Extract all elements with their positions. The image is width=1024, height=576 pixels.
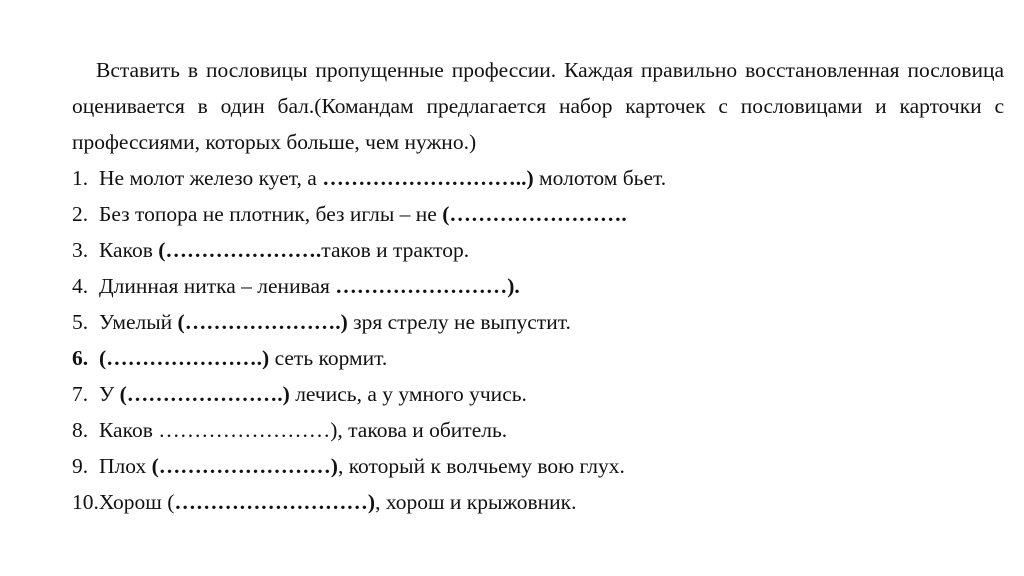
instructions-paragraph: Вставить в пословицы пропущенные профессии. Каждая правильно восстановленная пословица оценивается в один бал.(Командам предлагается набор карточек с пословицами и карточки с профессиями, которых больше, чем нужно.) bbox=[72, 58, 1004, 154]
blank-placeholder: ………………………) bbox=[174, 490, 376, 514]
list-item bbox=[72, 304, 1004, 340]
item-number: 2. bbox=[72, 202, 89, 226]
list-item bbox=[72, 196, 1004, 232]
proverb-text: Не молот железо кует, а ………………………..) молотом бьет. bbox=[99, 166, 667, 190]
list-item bbox=[72, 484, 1004, 520]
proverb-text: Хорош (………………………), хорош и крыжовник. bbox=[98, 490, 577, 514]
item-number: 5. bbox=[72, 310, 89, 334]
list-item bbox=[72, 232, 1004, 268]
list-item bbox=[72, 160, 1004, 196]
blank-placeholder: ……………………). bbox=[335, 274, 520, 298]
list-item bbox=[72, 268, 1004, 304]
item-number: 3. bbox=[72, 238, 89, 262]
proverb-text: Плох (……………………), который к волчьему вою глух. bbox=[99, 454, 625, 478]
blank-placeholder: (……………………) bbox=[151, 454, 338, 478]
proverb-text: Без топора не плотник, без иглы – не (……………………. bbox=[99, 202, 627, 226]
item-number: 1. bbox=[72, 166, 89, 190]
blank-placeholder: (……………………. bbox=[442, 202, 627, 226]
blank-placeholder: ………………………..) bbox=[322, 166, 534, 190]
proverb-text: (………………….) сеть кормит. bbox=[99, 346, 388, 370]
item-number: 6. bbox=[72, 346, 89, 370]
proverb-text: Каков (………………….таков и трактор. bbox=[99, 238, 470, 262]
proverb-text: Умелый (………………….) зря стрелу не выпустит. bbox=[99, 310, 571, 334]
blank-placeholder: (………………….) bbox=[119, 382, 290, 406]
proverb-text: Длинная нитка – ленивая ……………………). bbox=[99, 274, 520, 298]
blank-placeholder: (………………….) bbox=[177, 310, 348, 334]
item-number: 8. bbox=[72, 418, 89, 442]
slide-content bbox=[72, 52, 1004, 520]
item-number: 9. bbox=[72, 454, 89, 478]
list-item bbox=[72, 412, 1004, 448]
list-item bbox=[72, 448, 1004, 484]
blank-placeholder: (…………………. bbox=[158, 238, 322, 262]
item-number: 7. bbox=[72, 382, 89, 406]
list-item bbox=[72, 340, 1004, 376]
list-item bbox=[72, 376, 1004, 412]
proverb-list bbox=[72, 160, 1004, 520]
proverb-text: У (………………….) лечись, а у умного учись. bbox=[99, 382, 527, 406]
item-number: 4. bbox=[72, 274, 89, 298]
item-number: 10. bbox=[72, 490, 99, 514]
blank-placeholder: (………………….) bbox=[99, 346, 270, 370]
proverb-text: Каков ……………………), такова и обитель. bbox=[99, 418, 508, 442]
